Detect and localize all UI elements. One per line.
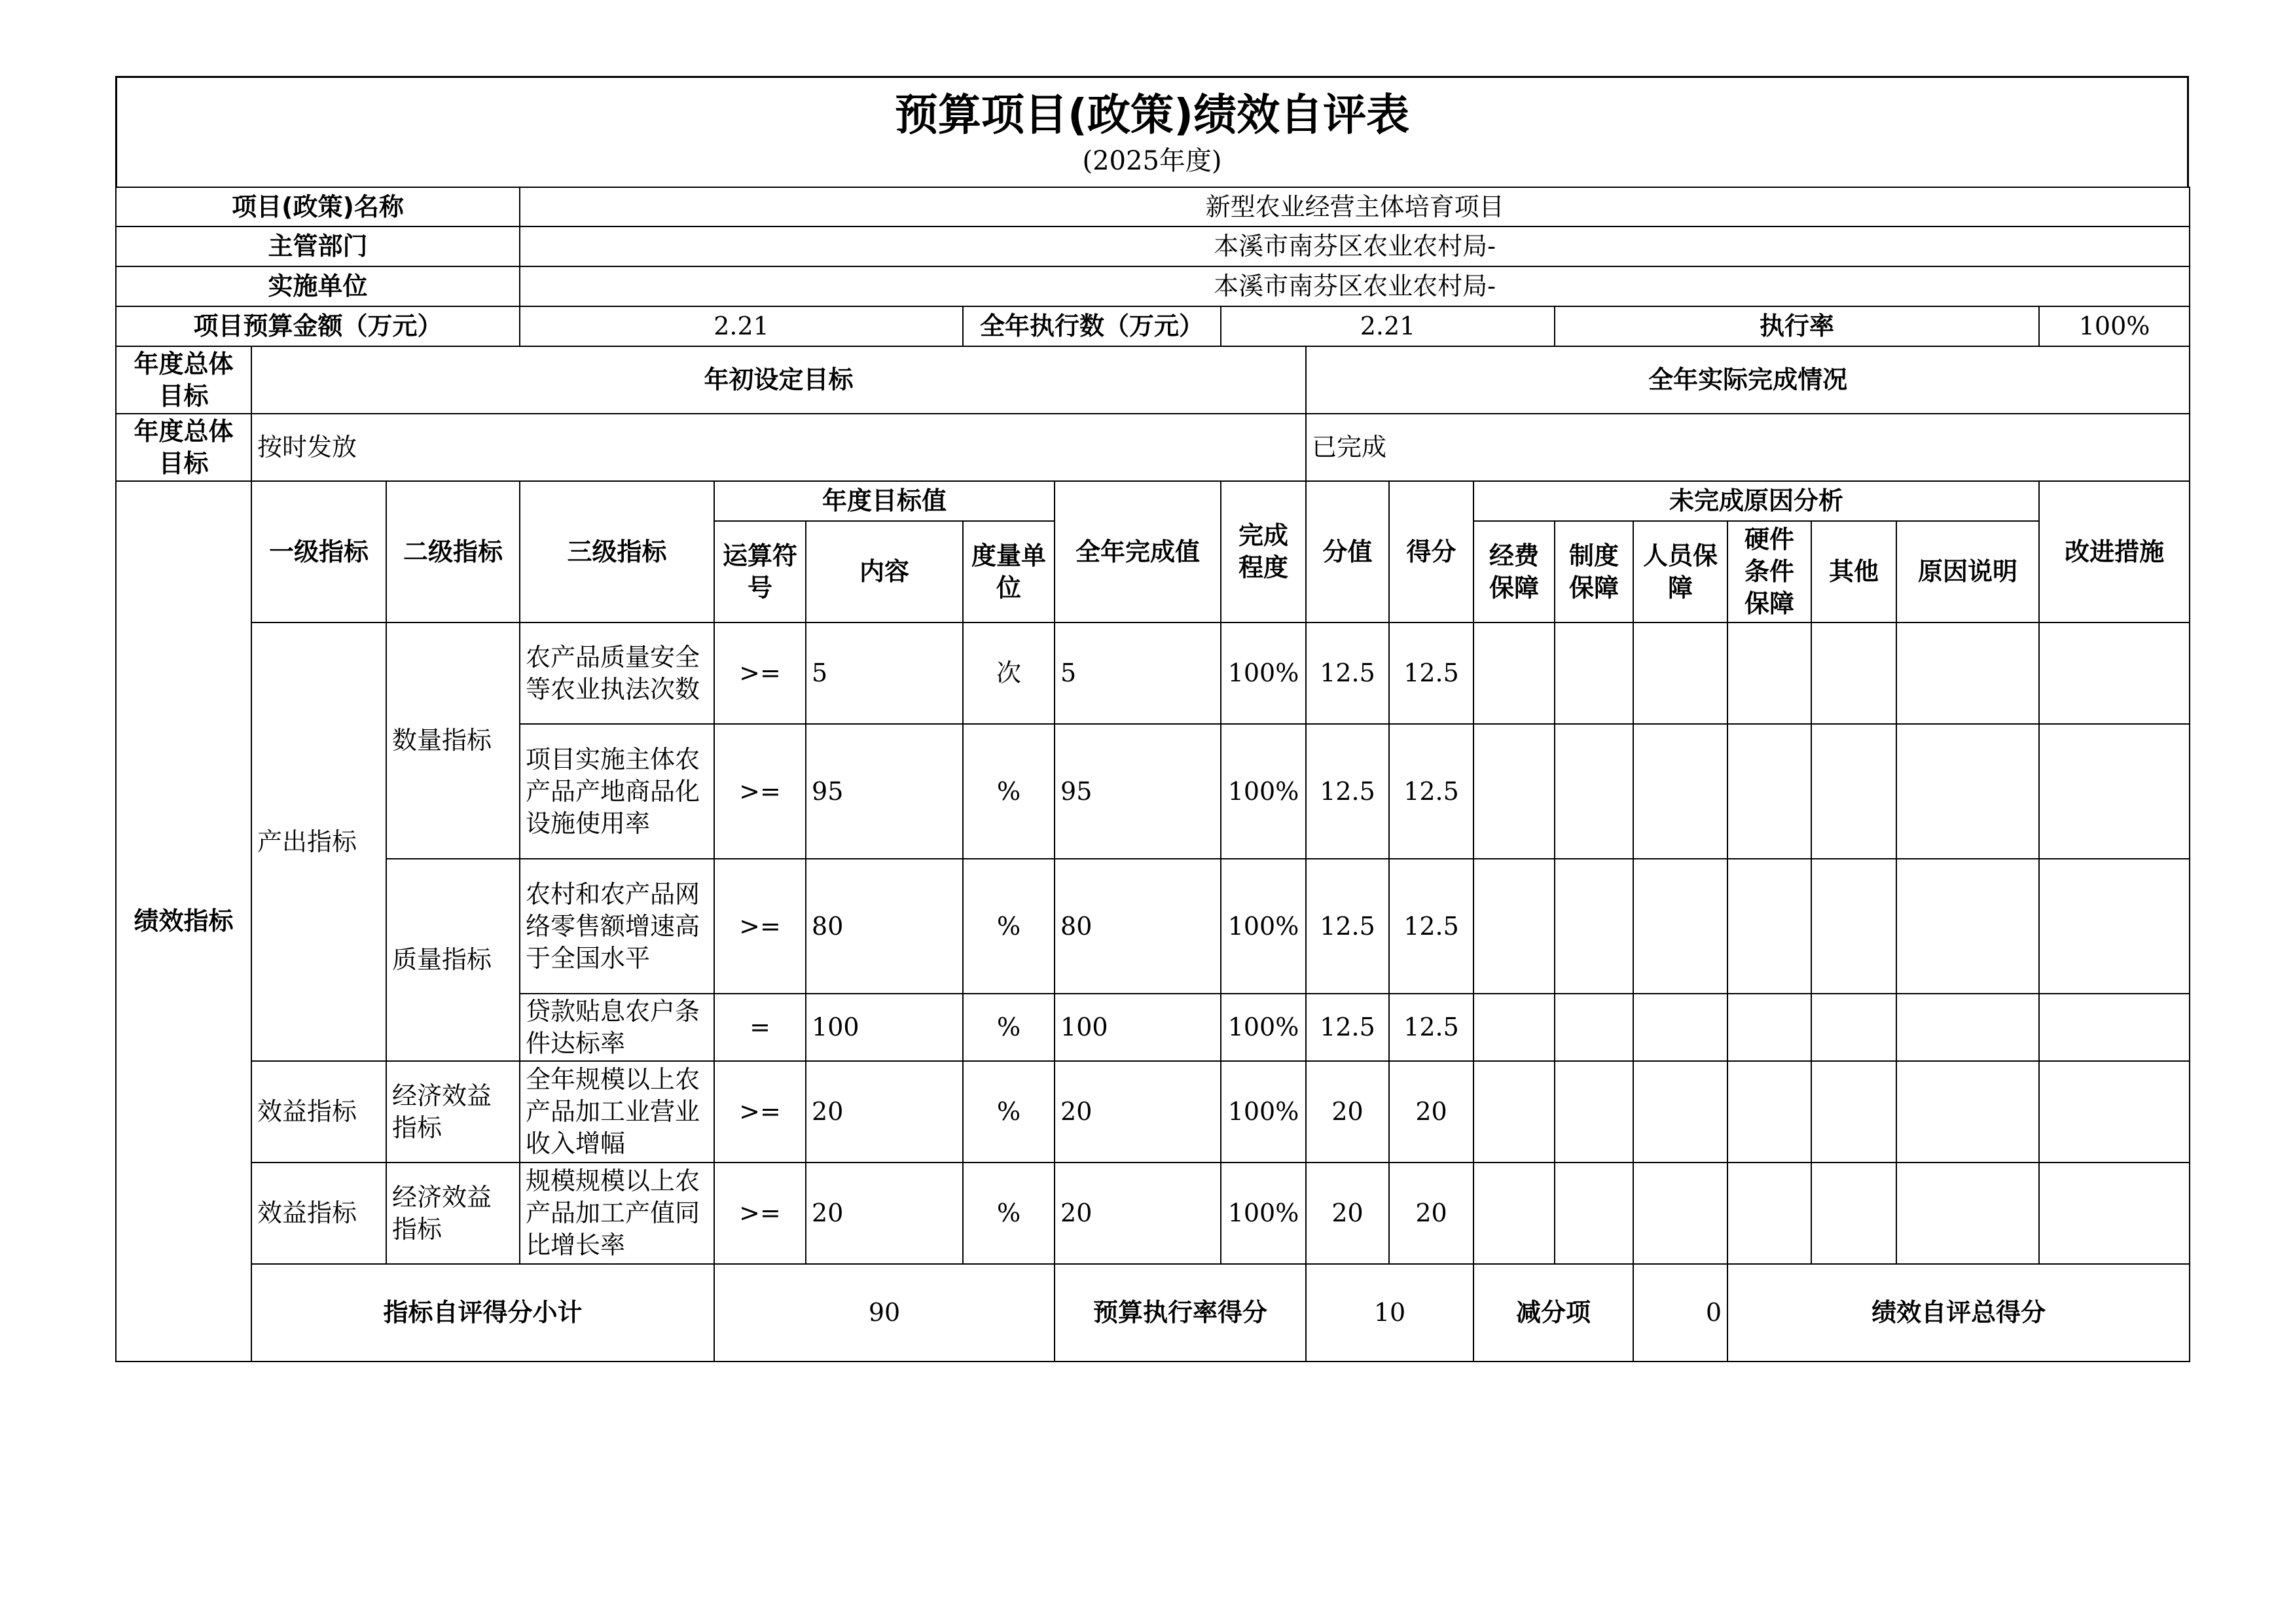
empty-cell [1727,724,1811,859]
header-improve: 改进措施 [2039,481,2190,623]
empty-cell [1633,1061,1727,1163]
indicator-score: 12.5 [1306,724,1389,859]
indicator-unit: % [963,994,1055,1061]
indicator-score: 20 [1306,1061,1389,1163]
total-label: 绩效自评总得分 [1727,1264,2190,1362]
indicator-score: 12.5 [1306,623,1389,724]
empty-cell [1473,623,1555,724]
footer-row [116,1264,2190,1362]
header-completed: 全年完成值 [1055,481,1221,623]
indicator-unit: % [963,724,1055,859]
indicator-operator: >= [714,859,806,994]
empty-cell [1727,1163,1811,1264]
indicator-operator: = [714,994,806,1061]
indicator-name: 项目实施主体农产品产地商品化设施使用率 [520,724,714,859]
empty-cell [1896,1163,2039,1264]
indicator-content: 80 [806,859,963,994]
indicator-unit: 次 [963,623,1055,724]
budget-label: 项目预算金额（万元） [116,306,520,346]
indicator-header-row-1 [116,481,2190,521]
dept-label: 主管部门 [116,226,520,266]
empty-cell [1633,1163,1727,1264]
header-unit: 度量单位 [963,521,1055,623]
indicator-operator: >= [714,1163,806,1264]
budget-score-value: 10 [1306,1264,1473,1362]
indicator-score: 20 [1306,1163,1389,1264]
empty-cell [1473,994,1555,1061]
empty-cell [1811,994,1896,1061]
table-row [116,1163,2190,1264]
header-reason-funds: 经费保障 [1473,521,1555,623]
indicator-obtained: 12.5 [1389,859,1473,994]
indicator-content: 100 [806,994,963,1061]
empty-cell [1896,994,2039,1061]
info-row-name [116,187,2190,226]
indicator-name: 农村和农产品网络零售额增速高于全国水平 [520,859,714,994]
indicator-done: 20 [1055,1163,1221,1264]
empty-cell [1811,623,1896,724]
empty-cell [2039,994,2190,1061]
empty-cell [1896,859,2039,994]
header-reason-staff: 人员保障 [1633,521,1727,623]
goal-value-row [116,414,2190,481]
budget-value: 2.21 [520,306,963,346]
indicator-degree: 100% [1221,1163,1306,1264]
empty-cell [1633,859,1727,994]
table-row [116,623,2190,724]
page-title: 预算项目(政策)绩效自评表 [894,90,1410,140]
empty-cell [1555,1163,1633,1264]
indicator-content: 95 [806,724,963,859]
empty-cell [2039,623,2190,724]
group-output: 产出指标 [251,623,386,1061]
indicator-operator: >= [714,623,806,724]
indicator-degree: 100% [1221,994,1306,1061]
empty-cell [1811,1061,1896,1163]
empty-cell [1555,859,1633,994]
group-economic: 经济效益指标 [386,1061,520,1163]
header-obtained: 得分 [1389,481,1473,623]
indicator-unit: % [963,859,1055,994]
indicator-obtained: 12.5 [1389,724,1473,859]
empty-cell [1555,623,1633,724]
header-reason-system: 制度保障 [1555,521,1633,623]
indicator-unit: % [963,1163,1055,1264]
empty-cell [2039,1163,2190,1264]
empty-cell [1473,724,1555,859]
header-score: 分值 [1306,481,1389,623]
header-reason-group: 未完成原因分析 [1473,481,2039,521]
initial-target-header: 年初设定目标 [251,346,1306,414]
group-benefit: 效益指标 [251,1061,386,1163]
empty-cell [1727,994,1811,1061]
page-subtitle: (2025年度) [1082,146,1222,176]
empty-cell [1896,724,2039,859]
rate-value: 100% [2039,306,2190,346]
indicator-unit: % [963,1061,1055,1163]
empty-cell [1473,859,1555,994]
empty-cell [1727,1061,1811,1163]
title-block [115,76,2189,187]
unit-value: 本溪市南芬区农业农村局- [520,266,2190,306]
project-name-label: 项目(政策)名称 [116,187,520,226]
exec-value: 2.21 [1221,306,1555,346]
empty-cell [2039,724,2190,859]
empty-cell [1811,859,1896,994]
group-quality: 质量指标 [386,859,520,1061]
indicator-done: 20 [1055,1061,1221,1163]
empty-cell [1727,623,1811,724]
goal-header-row [116,346,2190,414]
exec-label: 全年执行数（万元） [963,306,1221,346]
section-label: 绩效指标 [116,481,251,1362]
header-level2: 二级指标 [386,481,520,623]
unit-label: 实施单位 [116,266,520,306]
table-row [116,1061,2190,1163]
indicator-name: 规模规模以上农产品加工产值同比增长率 [520,1163,714,1264]
indicator-name: 农产品质量安全等农业执法次数 [520,623,714,724]
budget-score-label: 预算执行率得分 [1055,1264,1306,1362]
indicator-done: 95 [1055,724,1221,859]
rate-label: 执行率 [1555,306,2039,346]
empty-cell [1633,994,1727,1061]
header-reason-hardware: 硬件条件保障 [1727,521,1811,623]
empty-cell [1555,994,1633,1061]
header-target-group: 年度目标值 [714,481,1055,521]
info-row-unit [116,266,2190,306]
indicator-score: 12.5 [1306,994,1389,1061]
empty-cell [2039,859,2190,994]
indicator-obtained: 12.5 [1389,994,1473,1061]
empty-cell [1473,1061,1555,1163]
empty-cell [1896,1061,2039,1163]
project-name-value: 新型农业经营主体培育项目 [520,187,2190,226]
group-quantity: 数量指标 [386,623,520,859]
evaluation-sheet [115,76,2189,1362]
indicator-degree: 100% [1221,859,1306,994]
empty-cell [1811,724,1896,859]
empty-cell [1555,1061,1633,1163]
initial-target-value: 按时发放 [251,414,1306,481]
empty-cell [1811,1163,1896,1264]
indicator-content: 20 [806,1061,963,1163]
deduct-value: 0 [1633,1264,1727,1362]
indicator-score: 12.5 [1306,859,1389,994]
evaluation-table [115,187,2190,1362]
header-content: 内容 [806,521,963,623]
indicator-degree: 100% [1221,623,1306,724]
dept-value: 本溪市南芬区农业农村局- [520,226,2190,266]
group-economic-2: 经济效益指标 [386,1163,520,1264]
indicator-content: 20 [806,1163,963,1264]
indicator-degree: 100% [1221,1061,1306,1163]
info-row-budget [116,306,2190,346]
empty-cell [1473,1163,1555,1264]
indicator-done: 5 [1055,623,1221,724]
actual-completion-header: 全年实际完成情况 [1306,346,2190,414]
indicator-done: 80 [1055,859,1221,994]
indicator-operator: >= [714,1061,806,1163]
header-degree: 完成程度 [1221,481,1306,623]
goal-row-label: 年度总体目标 [116,346,251,414]
indicator-content: 5 [806,623,963,724]
empty-cell [1896,623,2039,724]
subtotal-label: 指标自评得分小计 [251,1264,714,1362]
empty-cell [1633,724,1727,859]
header-reason-explain: 原因说明 [1896,521,2039,623]
indicator-obtained: 20 [1389,1163,1473,1264]
empty-cell [1727,859,1811,994]
group-benefit-2: 效益指标 [251,1163,386,1264]
goal-row-label-2: 年度总体目标 [116,414,251,481]
header-operator: 运算符号 [714,521,806,623]
subtotal-value: 90 [714,1264,1055,1362]
empty-cell [2039,1061,2190,1163]
actual-completion-value: 已完成 [1306,414,2190,481]
indicator-operator: >= [714,724,806,859]
empty-cell [1633,623,1727,724]
deduct-label: 减分项 [1473,1264,1633,1362]
header-level1: 一级指标 [251,481,386,623]
header-reason-other: 其他 [1811,521,1896,623]
indicator-name: 贷款贴息农户条件达标率 [520,994,714,1061]
info-row-dept [116,226,2190,266]
indicator-name: 全年规模以上农产品加工业营业收入增幅 [520,1061,714,1163]
table-row [116,859,2190,994]
indicator-done: 100 [1055,994,1221,1061]
indicator-obtained: 12.5 [1389,623,1473,724]
header-level3: 三级指标 [520,481,714,623]
indicator-obtained: 20 [1389,1061,1473,1163]
empty-cell [1555,724,1633,859]
indicator-degree: 100% [1221,724,1306,859]
